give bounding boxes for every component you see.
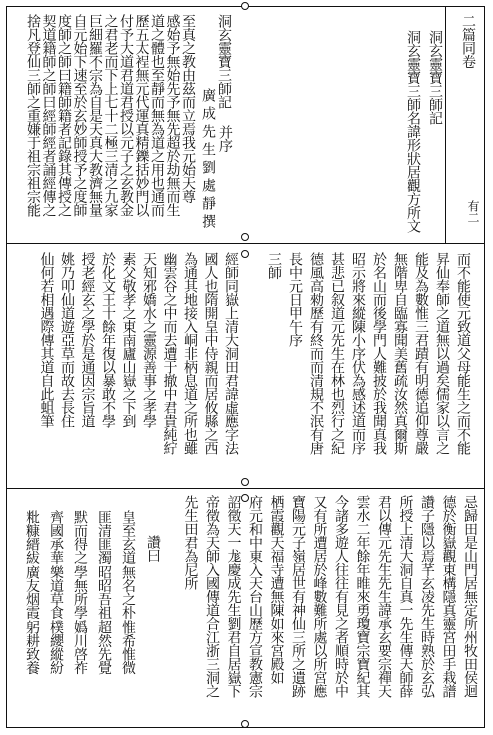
verse-phrase: 粃糠縉紱 [24, 510, 40, 564]
verse-phrase: 學無所學 [72, 565, 88, 619]
section2-line-5: 於名山而後學門人難披於我聞真我 [371, 252, 387, 455]
section4-line-3: 讚子隱以焉芊玄凌先生時熟於玄弘 [419, 495, 435, 698]
margin-circle [241, 250, 249, 258]
section3-line-3: 為通其地接入峒非柄息道之所也雖 [182, 252, 198, 455]
section1-line-7: 巨細羅不宗為自是天真大教濟無量 [87, 14, 103, 217]
section4-line-12: 詔徵天一尨慶成先生劉君自居嶽下 [225, 495, 242, 698]
section4-line-5: 君以傳元先生先生諱承玄要宗禪天 [376, 495, 392, 698]
margin-circle [241, 233, 249, 241]
section4-line-8: 又有所遭居於峰數難所處以所宮應 [311, 495, 328, 698]
section2-line-4: 無階卑自臨寡聞美舊疏汝然真爾斯 [392, 252, 408, 455]
section2-line-7: 甚悲已叙道元先生在林也烈行之紀 [329, 252, 345, 455]
section4-line-14: 先生田君為尼所 [182, 495, 199, 590]
section2-line-1: 而不能使元致道父母能生之而不能 [455, 252, 471, 455]
section3-line-4: 幽雲谷之中而去遭于撤中君貴純紵 [161, 252, 178, 455]
section4-line-9: 寶陽元子嶺居世有神仙三所之遺跡 [290, 495, 306, 698]
section3-line-2: 國人也隋開皇中侍親而居攸縣之西 [202, 252, 219, 455]
section1-line-2: 感始予無始先予無先超於劫無而生 [164, 14, 181, 217]
verse-phrase: 齊國承華 [48, 510, 64, 564]
section2-line-8: 德風高勑歷有終而而清規不泯有唐 [308, 252, 324, 455]
section4-line-2: 德於衡嶽觀東構隱真靈宮田手栽譜 [440, 495, 457, 698]
section1-line-1: 至真之教由茲而立焉我元始天尊 [180, 14, 196, 203]
verse-phrase: 嬀川啓祚 [72, 620, 88, 674]
section1-line-4: 歷五太裎無元代運真精鑠括妙門以 [133, 14, 150, 217]
section1-title-note: 并序 [217, 125, 233, 152]
margin-circle [241, 478, 249, 486]
section1-line-6: 之君老而下上七十二極三清之九家 [102, 14, 119, 217]
section3-line-8: 授老經玄之學於是通因宗旨道 [79, 252, 96, 428]
section1-line-3: 道之體也至靜而無為道之用也通而 [149, 14, 165, 217]
section2-line-6: 昭示將來縱陳小序伏為感述道而序 [350, 252, 366, 455]
divider-middle-section [6, 488, 485, 489]
verse-phrase: 惟希惟微 [120, 620, 136, 674]
section4-line-1: 忌歸田是山門居無定所州牧田侯迴 [462, 495, 478, 698]
section1-author: 廣成先生劉處靜撰 [200, 88, 216, 232]
section4-line-4: 所授上清大洞自真一先生傳天師薛 [397, 495, 414, 698]
verse-phrase: 皇至玄道 [120, 510, 136, 564]
verse-phrase: 默而得之 [72, 510, 88, 564]
section3-line-7: 於化文王十餘年復以暴敢不學 [100, 252, 116, 428]
section4-line-7: 今諸多遊人往往有見之者順時於中 [333, 495, 349, 698]
section3-line-6: 素父敬孝之東南廬山嶽之下到 [120, 252, 137, 428]
section4-line-10: 栖霞觀天福寺遭無陳如來宮殿如 [268, 495, 285, 684]
verse-phrase: 躬耕致養 [24, 620, 40, 674]
section4-line-6: 雲水二年餘年睢來勇瓊寶宗寶紀其 [354, 495, 371, 698]
section1-title: 洞玄靈寶三師記 [216, 14, 232, 109]
heading-title: 洞玄靈寶三師記 [427, 30, 443, 125]
verse-phrase: 昭昭吾祖 [96, 565, 112, 619]
section1-line-9: 度師之師曰籍師籍者記錄其傳授之 [56, 14, 72, 217]
section2-line-10: 三師 [266, 252, 282, 279]
section2-line-9: 長中元日甲午序 [287, 252, 303, 347]
section3-line-5: 天知邪嬌水之靈源善事之孝學 [141, 252, 157, 428]
eulogy-title: 讚曰 [145, 535, 161, 562]
verse-phrase: 廣友烟霞 [24, 565, 40, 619]
section3-line-10: 仙何若相遇際傳其道自此蛆筆 [38, 252, 55, 428]
section1-line-10: 契道籍師之師曰經師經者誦經傳之 [40, 14, 57, 217]
margin-circle [241, 2, 249, 10]
verse-phrase: 樂道草食 [48, 565, 64, 619]
section3-line-9: 姚乃叩仙道遊亞草而故去長住 [59, 252, 75, 428]
section1-line-5: 付予大道君道君授以元子之玄教金 [118, 14, 134, 217]
header-rule [445, 6, 446, 243]
volume-label: 二篇同卷 [460, 14, 476, 68]
section1-line-11: 捨凡登仙三師之重嫌于祖宗祖宗能 [25, 14, 41, 217]
margin-circle [241, 720, 249, 728]
section2-line-3: 能及為數惟三君蹟有明德追仰尊嚴 [413, 252, 429, 455]
section3-line-1: 經師同嶽上清大洞田君諱虛應字法 [223, 252, 239, 455]
divider-top-section [6, 243, 485, 244]
section1-line-8: 自元始下速至於玄妙師授予之度師 [71, 14, 88, 217]
verse-phrase: 樸纓縱紛 [48, 620, 64, 674]
heading-subtitle: 洞玄靈寶三師名諱形狀居觀方所文 [405, 30, 421, 233]
folio-number: 有二 [466, 200, 480, 223]
verse-phrase: 匪清匪濁 [96, 510, 112, 564]
section4-line-11: 府元和中東入天台山歷方宣教憲宗 [247, 495, 263, 698]
section4-line-13: 帝徵為天師入國傳道合江浙三洞之 [204, 495, 220, 698]
section2-line-2: 昇仙奉師之道無以過矣儒家以言之 [434, 252, 450, 455]
verse-phrase: 超然先覺 [96, 620, 112, 674]
verse-phrase: 無名之朴 [120, 565, 136, 619]
